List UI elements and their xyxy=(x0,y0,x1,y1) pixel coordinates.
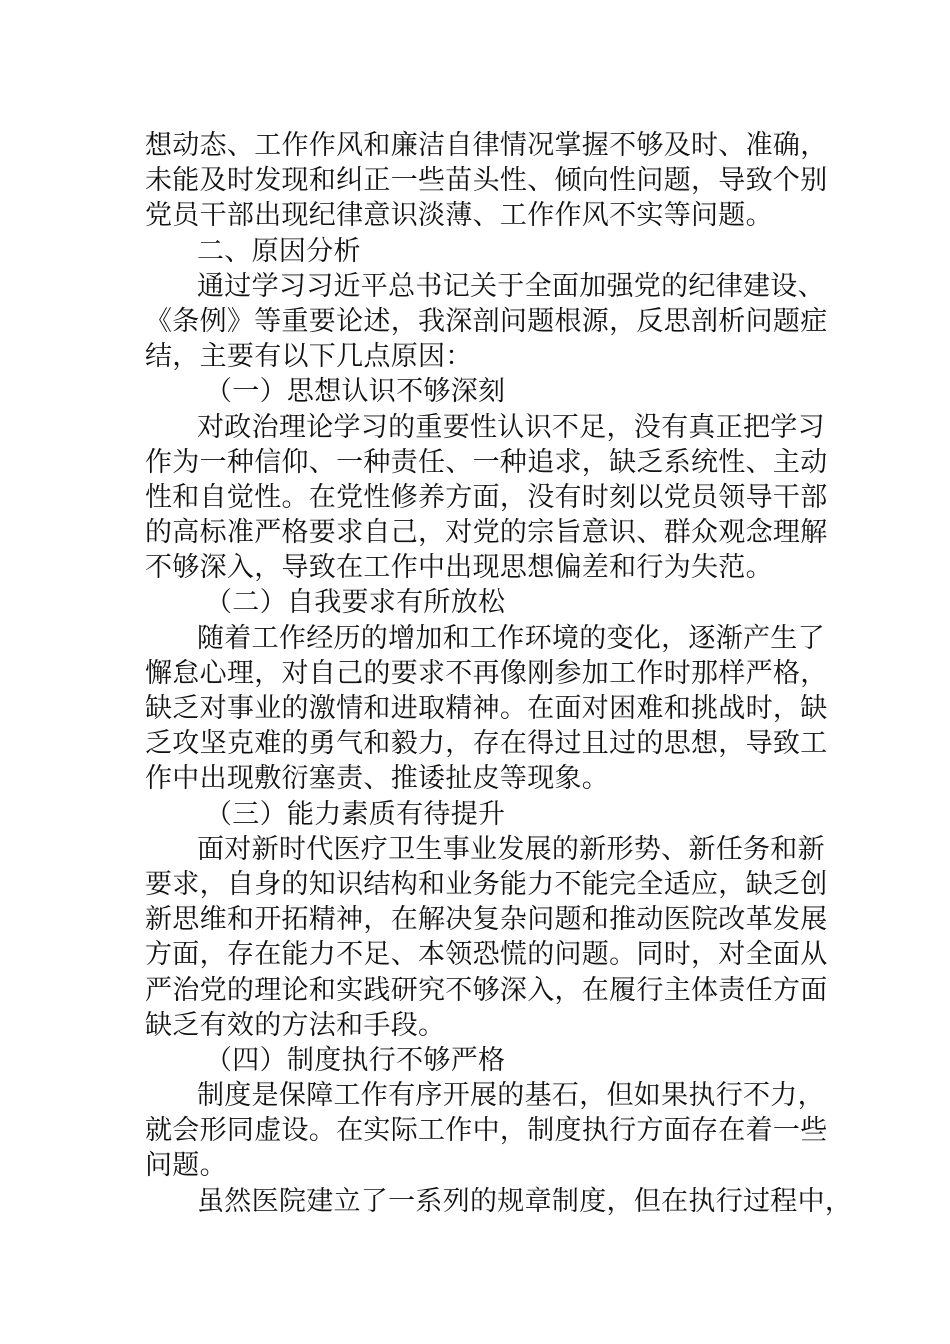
paragraph-start: 对政治理论学习的重要性认识不足，没有真正把学习 xyxy=(197,411,825,443)
text-line: 乏攻坚克难的勇气和毅力，存在得过且过的思想，导致工 xyxy=(145,728,828,760)
text-line: 新思维和开拓精神，在解决复杂问题和推动医院改革发展 xyxy=(145,904,828,936)
text-line: 缺乏有效的方法和手段。 xyxy=(145,1009,446,1041)
text-line: 结，主要有以下几点原因： xyxy=(145,341,473,373)
text-line: 党员干部出现纪律意识淡薄、工作作风不实等问题。 xyxy=(145,200,773,232)
text-line: 方面，存在能力不足、本领恐慌的问题。同时，对全面从 xyxy=(145,939,828,971)
paragraph-start: 随着工作经历的增加和工作环境的变化，逐渐产生了 xyxy=(197,622,825,654)
section-heading-reasons: 二、原因分析 xyxy=(197,235,361,267)
text-line: 懈怠心理，对自己的要求不再像刚参加工作时那样严格， xyxy=(145,657,828,689)
body-text xyxy=(145,128,853,1219)
text-line: 严治党的理论和实践研究不够深入，在履行主体责任方面 xyxy=(145,974,828,1006)
text-line: 的高标准严格要求自己，对党的宗旨意识、群众观念理解 xyxy=(145,517,828,549)
paragraph-start: 通过学习习近平总书记关于全面加强党的纪律建设、 xyxy=(197,270,825,302)
text-line: 问题。 xyxy=(145,1150,227,1182)
text-line: 《条例》等重要论述，我深剖问题根源，反思剖析问题症 xyxy=(145,305,828,337)
text-line: 作为一种信仰、一种责任、一种追求，缺乏系统性、主动 xyxy=(145,446,828,478)
text-line: 作中出现敷衍塞责、推诿扯皮等现象。 xyxy=(145,763,610,795)
text-line: 性和自觉性。在党性修养方面，没有时刻以党员领导干部 xyxy=(145,481,828,513)
text-line: 不够深入，导致在工作中出现思想偏差和行为失范。 xyxy=(145,552,773,584)
paragraph-start: 面对新时代医疗卫生事业发展的新形势、新任务和新 xyxy=(197,833,825,865)
paragraph-start: 制度是保障工作有序开展的基石，但如果执行不力， xyxy=(197,1080,825,1112)
subheading-3: （三）能力素质有待提升 xyxy=(205,798,506,830)
text-line: 缺乏对事业的激情和进取精神。在面对困难和挑战时，缺 xyxy=(145,693,828,724)
paragraph-start: 虽然医院建立了一系列的规章制度，但在执行过程中， xyxy=(197,1185,853,1217)
subheading-2: （二）自我要求有所放松 xyxy=(205,587,506,619)
text-line: 就会形同虚设。在实际工作中，制度执行方面存在着一些 xyxy=(145,1115,828,1147)
subheading-4: （四）制度执行不够严格 xyxy=(205,1044,506,1076)
text-line: 想动态、工作作风和廉洁自律情况掌握不够及时、准确， xyxy=(145,130,828,161)
text-line: 未能及时发现和纠正一些苗头性、倾向性问题，导致个别 xyxy=(145,165,828,197)
text-line: 要求，自身的知识结构和业务能力不能完全适应，缺乏创 xyxy=(145,868,828,900)
subheading-1: （一）思想认识不够深刻 xyxy=(205,376,506,408)
